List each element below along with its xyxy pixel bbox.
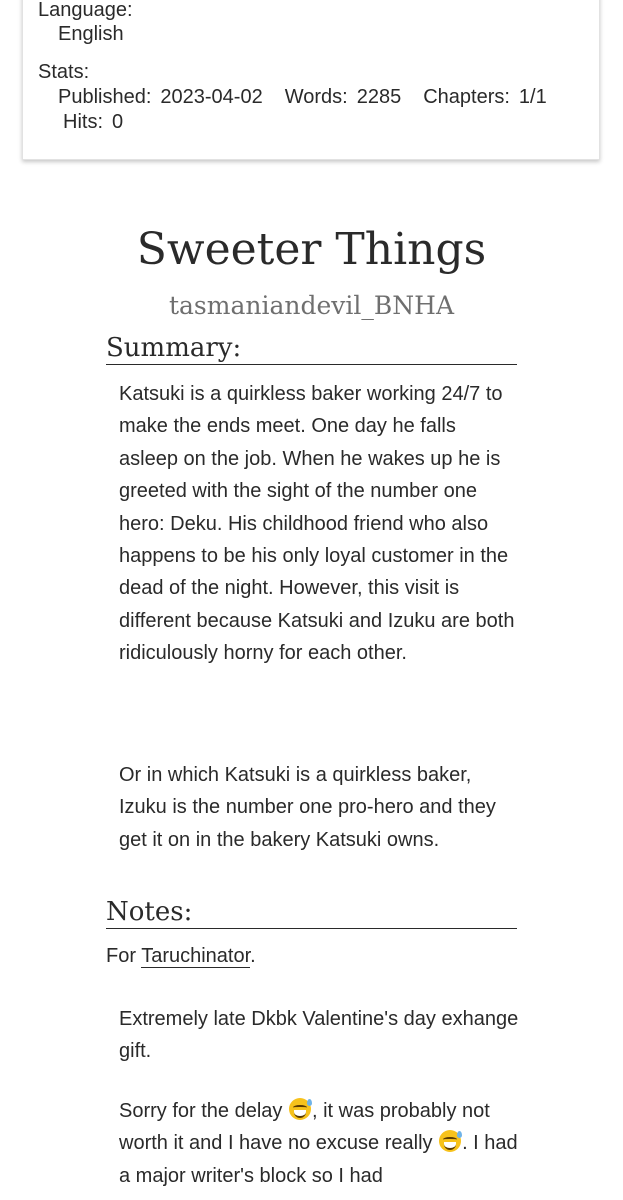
- stat-published-value: 2023-04-02: [160, 86, 263, 108]
- notes-for-prefix: For: [106, 945, 142, 967]
- summary-paragraph: Or in which Katsuki is a quirkless baker, Izuku is the number one pro-hero and they get it on in the bakery Katsuki owns.: [119, 764, 496, 851]
- stats-label: Stats:: [38, 61, 90, 83]
- gift-recipient-link[interactable]: Taruchinator: [141, 945, 251, 967]
- notes-heading: Notes:: [106, 896, 517, 929]
- grinning-face-with-sweat-icon: [289, 1098, 311, 1120]
- stat-hits: [63, 110, 123, 134]
- notes-apology-part2: , it was probably not worth it and I have no excuse really: [119, 1100, 490, 1155]
- work-author[interactable]: tasmaniandevil_BNHA: [168, 291, 454, 320]
- work-title: Sweeter Things: [136, 224, 487, 275]
- notes-apology-part3: . I had a major writer's block so I had: [119, 1132, 518, 1187]
- grinning-face-with-sweat-icon: [439, 1130, 461, 1152]
- stat-hits-value: 0: [112, 111, 124, 133]
- summary-heading: Summary:: [106, 332, 517, 365]
- work-meta-card: [22, 0, 600, 160]
- notes-paragraph-apology: [119, 1095, 519, 1192]
- language-label: Language:: [38, 0, 133, 21]
- stat-words: [285, 85, 401, 109]
- stat-chapters-label: Chapters:: [423, 86, 510, 108]
- notes-apology-part1: Sorry for the delay: [119, 1100, 288, 1122]
- stat-published: [58, 85, 263, 109]
- stat-published-label: Published:: [58, 86, 152, 108]
- notes-gift-line: [106, 940, 256, 972]
- stat-words-value: 2285: [356, 86, 402, 108]
- stat-chapters-value: 1/1: [518, 86, 547, 108]
- language-value: English: [58, 23, 124, 45]
- stat-words-label: Words:: [284, 86, 348, 108]
- stat-chapters: [423, 85, 547, 109]
- notes-paragraph: Extremely late Dkbk Valentine's day exhange gift.: [119, 1008, 519, 1063]
- stats-row-hits: [63, 110, 145, 134]
- stat-hits-label: Hits:: [63, 111, 103, 133]
- stats-row: [58, 85, 569, 109]
- notes-for-suffix: .: [250, 945, 256, 967]
- summary-paragraph: Katsuki is a quirkless baker working 24/7 to make the ends meet. One day he falls asleep on the job. When he wakes up he is greeted with the sight of the number one hero: Deku. His childhood friend who also happens to be his only loyal customer in the dead of the night. However, this visit is different because Katsuki and Izuku are both ridiculously horny for each other.: [119, 383, 515, 665]
